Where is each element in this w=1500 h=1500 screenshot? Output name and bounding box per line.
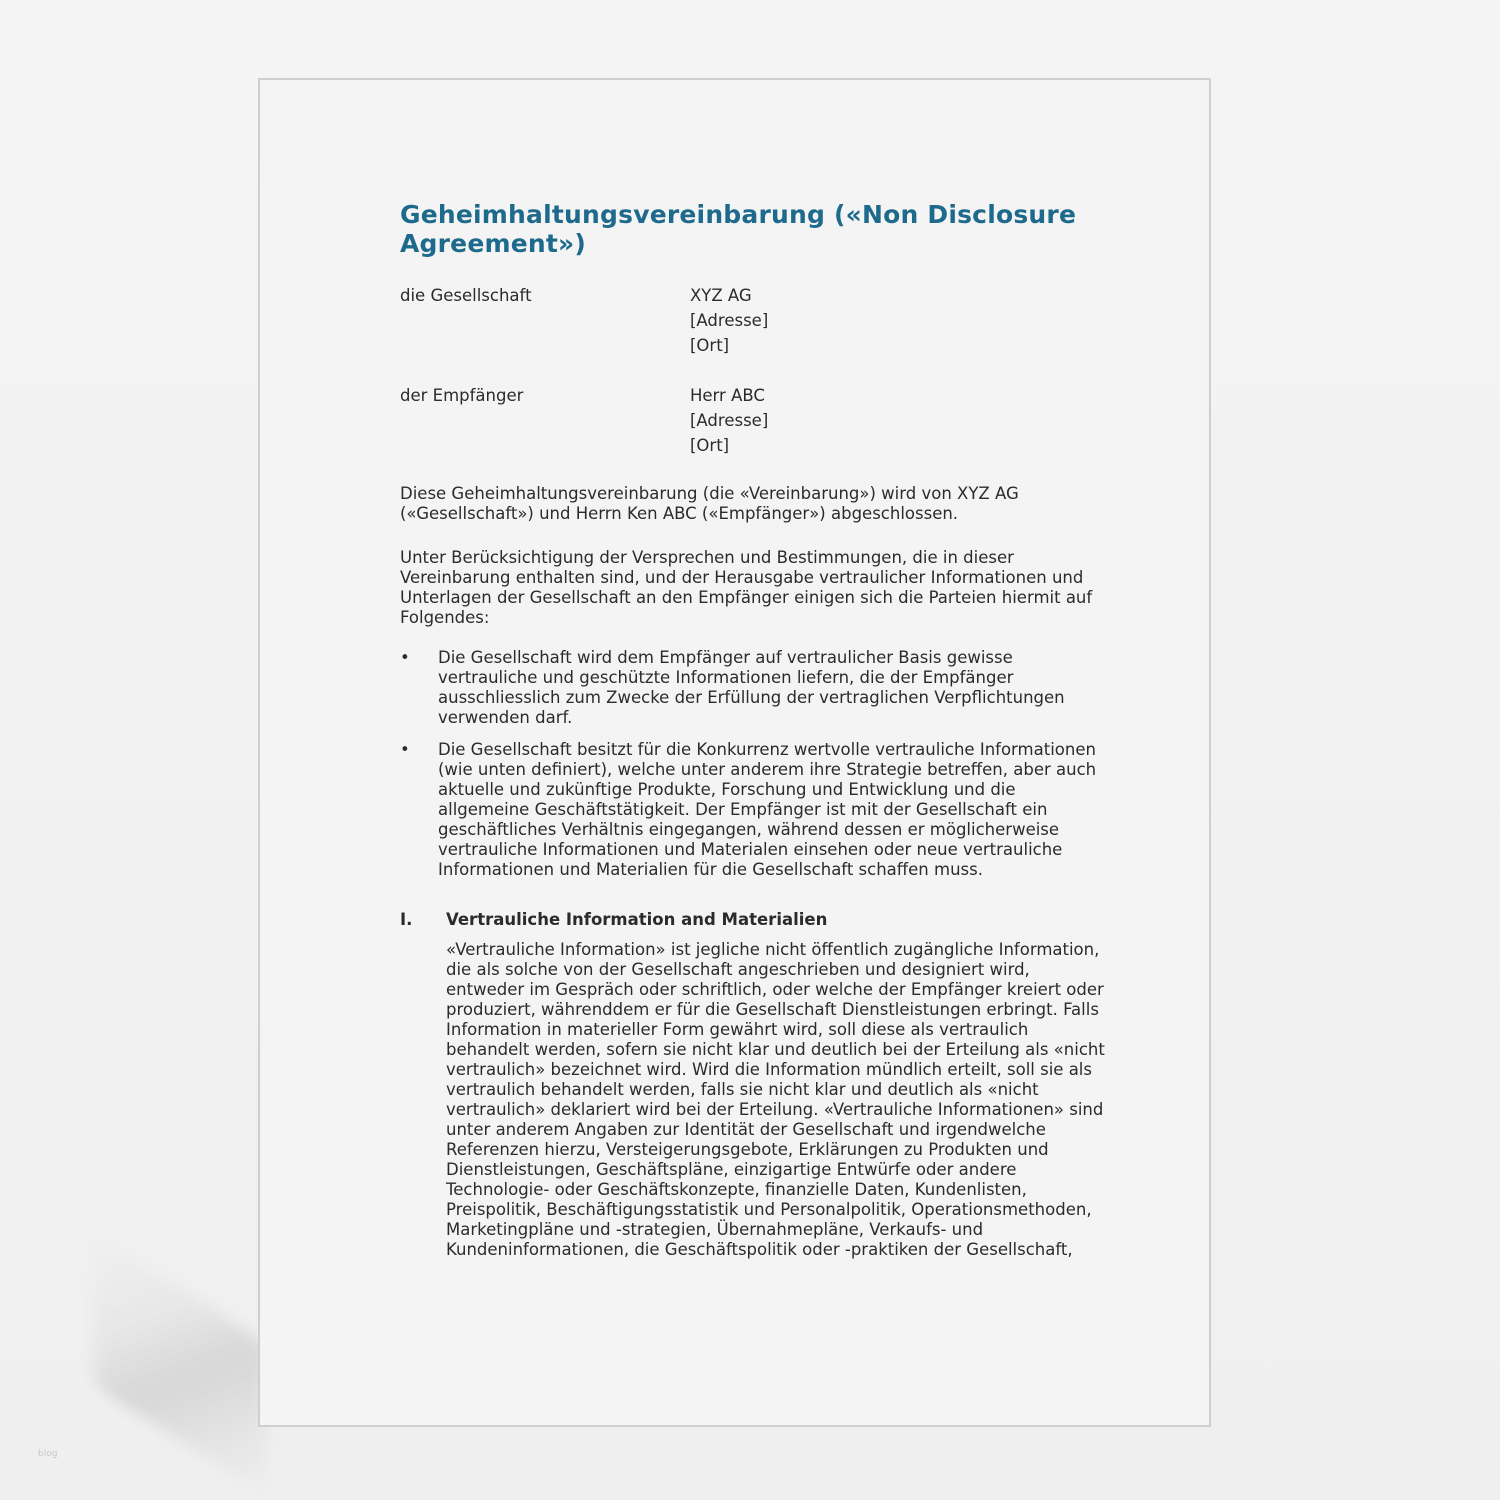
party-recipient (400, 383, 1110, 458)
party-address (690, 383, 768, 458)
intro-paragraph: Diese Geheimhaltungsvereinbarung (die «Vereinbarung») wird von XYZ AG («Gesellschaft») und Herrn Ken ABC («Empfänger») abgeschlossen. (400, 484, 1019, 523)
page-shadow (95, 1237, 265, 1493)
party-label: die Gesellschaft (400, 286, 532, 305)
document-page (258, 78, 1211, 1427)
bullet-text: Die Gesellschaft wird dem Empfänger auf vertraulicher Basis gewisse vertrauliche und geschützte Informationen liefern, die der Empfänger ausschliesslich zum Zwecke der Erfüllung der vertraglichen Verpflichtungen verwenden darf. (438, 648, 1065, 727)
bullet-icon: • (400, 648, 410, 667)
party-line: Herr ABC (690, 386, 765, 405)
party-company (400, 283, 1110, 358)
blog-watermark: blog (38, 1449, 58, 1459)
list-item (400, 648, 1110, 728)
section-title: Vertrauliche Information and Materialien (446, 910, 828, 929)
document-title: Geheimhaltungsvereinbarung («Non Disclosure Agreement») (400, 200, 1077, 258)
party-line: [Ort] (690, 336, 730, 355)
party-label: der Empfänger (400, 386, 524, 405)
section-number: I. (400, 910, 413, 929)
party-address (690, 283, 768, 358)
bullet-text: Die Gesellschaft besitzt für die Konkurrenz wertvolle vertrauliche Informationen (wie unten definiert), welche unter anderem ihre Strategie betreffen, aber auch aktuelle und zukünftige Produkte, Forschung und Entwicklung und die allgemeine Geschäftstätigkeit. Der Empfänger ist mit der Gesellschaft ein geschäftliches Verhältnis eingegangen, während dessen er möglicherweise vertrauliche Informationen und Materialen einsehen oder neue vertrauliche Informationen und Materialien für die Gesellschaft schaffen muss. (438, 740, 1097, 879)
section-heading (400, 910, 1110, 930)
party-line: [Adresse] (690, 311, 769, 330)
party-line: XYZ AG (690, 286, 752, 305)
party-line: [Adresse] (690, 411, 769, 430)
section-body: «Vertrauliche Information» ist jegliche nicht öffentlich zugängliche Information, die als solche von der Gesellschaft angeschrieben und designiert wird, entweder im Gespräch oder schriftlich, oder welche der Empfänger kreiert oder produziert, währenddem er für die Gesellschaft Dienstleistungen erbringt. Falls Information in materieller Form gewährt wird, soll diese als vertraulich behandelt werden, sofern sie nicht klar und deutlich bei der Erteilung als «nicht vertraulich» bezeichnet wird. Wird die Information mündlich erteilt, soll sie als vertraulich behandelt werden, falls sie nicht klar und deutlich als «nicht vertraulich» deklariert wird bei der Erteilung. «Vertrauliche Informationen» sind unter anderem Angaben zur Identität der Gesellschaft und irgendwelche Referenzen hierzu, Versteigerungsgebote, Erklärungen zu Produkten und Dienstleistungen, Geschäftspläne, einzigartige Entwürfe oder andere Technologie- oder Geschäftskonzepte, finanzielle Daten, Kundenlisten, Preispolitik, Beschäftigungsstatistik und Personalpolitik, Operationsmethoden, Marketingpläne und -strategien, Übernahmepläne, Verkaufs- und Kundeninformationen, die Geschäftspolitik oder -praktiken der Gesellschaft, (446, 940, 1105, 1259)
party-line: [Ort] (690, 436, 730, 455)
bullet-icon: • (400, 740, 410, 759)
list-item (400, 740, 1110, 880)
bullet-list (400, 648, 1110, 880)
document-content (400, 200, 1110, 1260)
whereas-paragraph: Unter Berücksichtigung der Versprechen und Bestimmungen, die in dieser Vereinbarung enthalten sind, und der Herausgabe vertraulicher Informationen und Unterlagen der Gesellschaft an den Empfänger einigen sich die Parteien hiermit auf Folgendes: (400, 548, 1093, 627)
